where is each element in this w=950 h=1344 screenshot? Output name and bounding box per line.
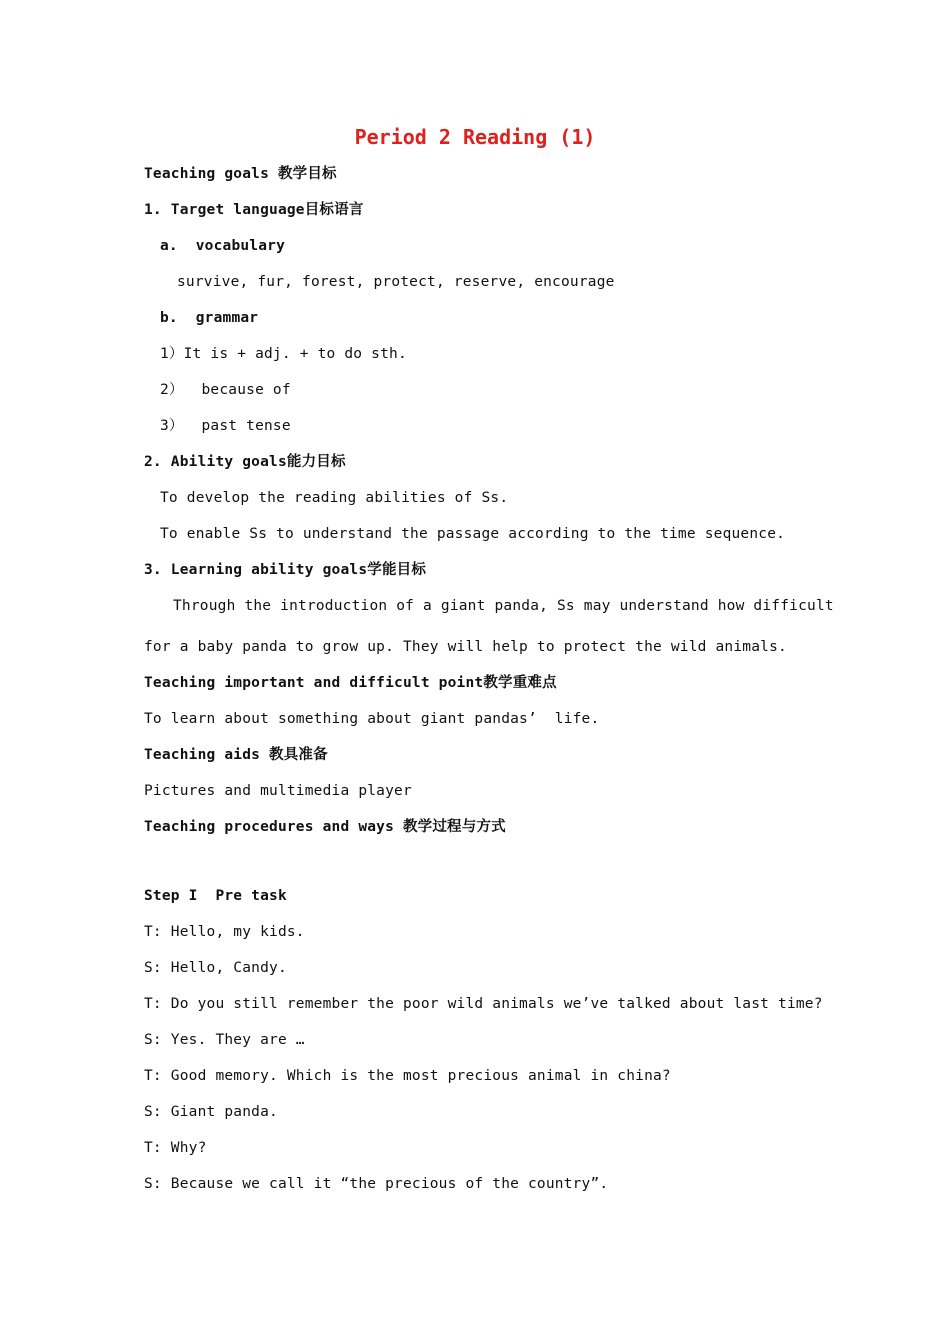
grammar-label: b. grammar (160, 310, 259, 326)
grammar-item: 1）It is + adj. + to do sth. (160, 346, 407, 362)
learning-goals-text-line1: Through the introduction of a giant panda, Ss may understand how difficult (173, 598, 834, 614)
step-heading: Step I Pre task (144, 888, 287, 904)
procedures-heading: Teaching procedures and ways 教学过程与方式 (144, 819, 506, 835)
vocabulary-list: survive, fur, forest, protect, reserve, encourage (177, 274, 615, 290)
teaching-aids-heading: Teaching aids 教具准备 (144, 747, 328, 763)
ability-goal-item: To enable Ss to understand the passage according to the time sequence. (160, 526, 786, 542)
learning-goals-text-line2: for a baby panda to grow up. They will help to protect the wild animals. (144, 639, 787, 655)
important-point-text: To learn about something about giant pandas’ life. (144, 711, 600, 727)
dialogue-line: S: Because we call it “the precious of the country”. (144, 1176, 609, 1192)
grammar-item: 2） because of (160, 382, 291, 398)
dialogue-line: T: Why? (144, 1140, 207, 1156)
dialogue-line: T: Hello, my kids. (144, 924, 305, 940)
dialogue-line: S: Hello, Candy. (144, 960, 287, 976)
grammar-item: 3） past tense (160, 418, 291, 434)
target-language-heading: 1. Target language目标语言 (144, 202, 364, 218)
teaching-aids-text: Pictures and multimedia player (144, 783, 412, 799)
dialogue-line: S: Yes. They are … (144, 1032, 305, 1048)
learning-ability-goals-heading: 3. Learning ability goals学能目标 (144, 562, 427, 578)
teaching-goals-heading: Teaching goals 教学目标 (144, 166, 337, 182)
ability-goals-heading: 2. Ability goals能力目标 (144, 454, 346, 470)
ability-goal-item: To develop the reading abilities of Ss. (160, 490, 509, 506)
dialogue-line: S: Giant panda. (144, 1104, 278, 1120)
dialogue-line: T: Do you still remember the poor wild animals we’ve talked about last time? (144, 996, 823, 1012)
vocabulary-label: a. vocabulary (160, 238, 286, 254)
dialogue-line: T: Good memory. Which is the most precious animal in china? (144, 1068, 671, 1084)
important-point-heading: Teaching important and difficult point教学重难点 (144, 675, 557, 691)
page-title: Period 2 Reading (1) (354, 125, 596, 149)
